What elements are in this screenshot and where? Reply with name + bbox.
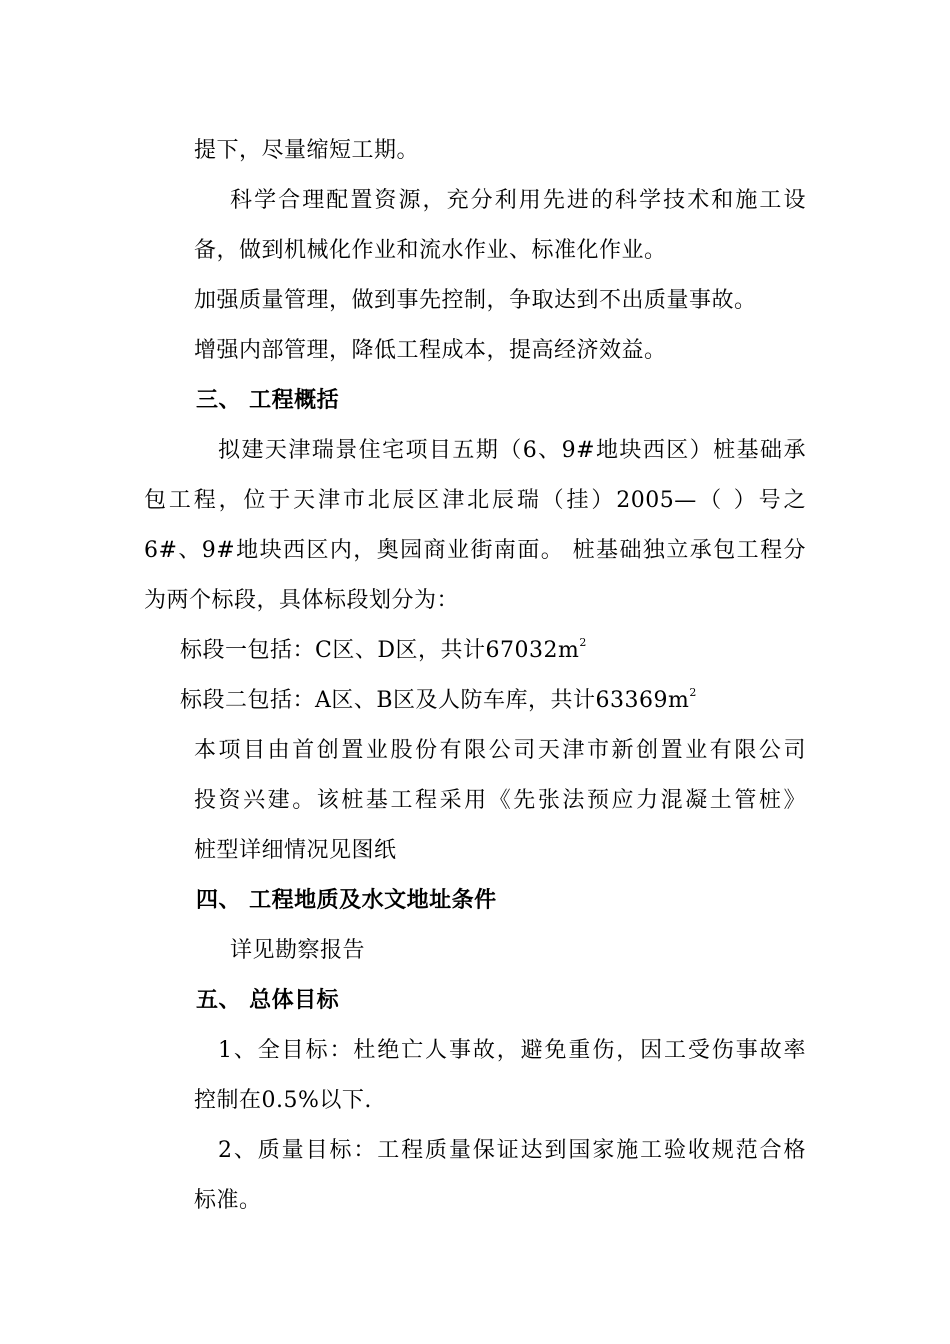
text-line: 增强内部管理，降低工程成本，提高经济效益。 (194, 338, 667, 363)
text-line: 1、全目标：杜绝亡人事故，避免重伤，因工受伤事故率 (218, 1038, 806, 1063)
text-line: 详见勘察报告 (230, 938, 366, 963)
text-line: 科学合理配置资源，充分利用先进的科学技术和施工设 (230, 188, 806, 213)
section-heading-3: 三、 工程概括 (196, 388, 340, 413)
section-1-area-text: 标段一包括：C区、D区，共计67032m (180, 638, 580, 663)
section-2-area-text: 标段二包括：A区、B区及人防车库，共计63369m (180, 688, 690, 713)
section-heading-5: 五、 总体目标 (196, 988, 340, 1013)
text-line: 加强质量管理，做到事先控制，争取达到不出质量事故。 (194, 288, 757, 313)
section-heading-4: 四、 工程地质及水文地址条件 (196, 888, 497, 913)
text-line: 桩型详细情况见图纸 (194, 838, 397, 863)
text-line: 包工程，位于天津市北辰区津北辰瑞（挂）2005—（ ）号之 (144, 488, 806, 513)
section-2-area-line (180, 686, 697, 716)
superscript: 2 (579, 636, 587, 649)
text-line: 6#、9#地块西区内，奥园商业街南面。 桩基础独立承包工程分 (144, 538, 806, 563)
superscript: 2 (689, 686, 697, 699)
text-line: 控制在0.5%以下. (194, 1088, 372, 1113)
text-line: 提下，尽量缩短工期。 (194, 138, 420, 163)
text-line: 2、质量目标：工程质量保证达到国家施工验收规范合格 (218, 1138, 806, 1163)
text-line: 标准。 (194, 1188, 262, 1213)
text-line: 备，做到机械化作业和流水作业、标准化作业。 (194, 238, 667, 263)
text-line: 投资兴建。该桩基工程采用《先张法预应力混凝土管桩》 (194, 788, 806, 813)
section-1-area-line (180, 636, 587, 666)
text-line: 本项目由首创置业股份有限公司天津市新创置业有限公司 (194, 738, 806, 763)
text-line: 为两个标段，具体标段划分为： (144, 588, 460, 613)
text-line: 拟建天津瑞景住宅项目五期（6、9#地块西区）桩基础承 (218, 438, 806, 463)
